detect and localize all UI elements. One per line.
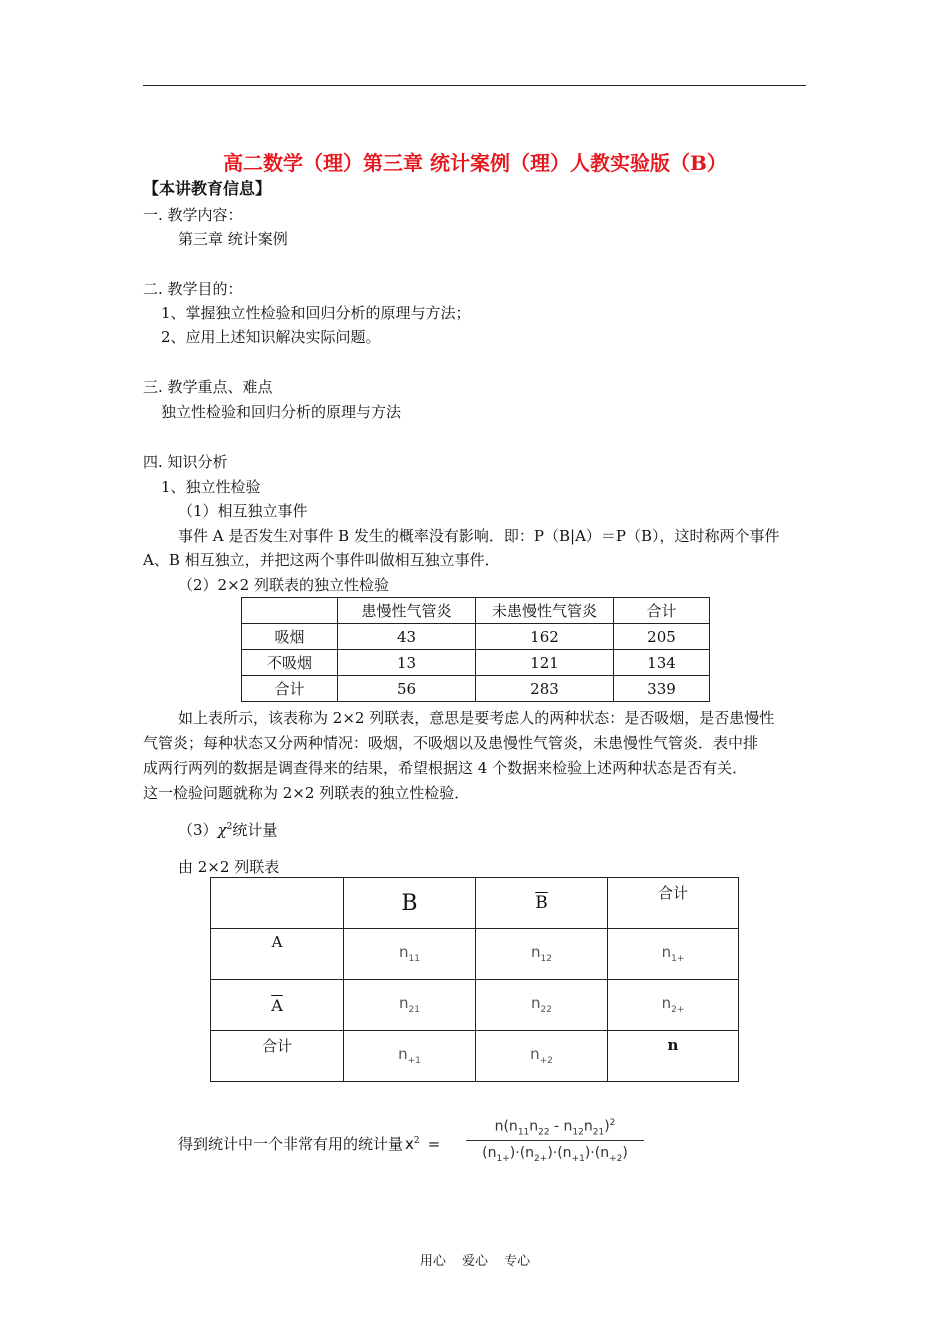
section-header: 【本讲教育信息】: [143, 179, 272, 198]
para-line-3: 成两行两列的数据是调查得来的结果，希望根据这 4 个数据来检验上述两种状态是否有关．: [143, 759, 748, 777]
sec4-heading: 四. 知识分析: [143, 453, 228, 471]
formula-lead: [178, 1133, 440, 1154]
table-header-cell: 合计: [614, 598, 710, 624]
table-cell: 205: [614, 624, 710, 650]
table-cell: 56: [338, 676, 476, 702]
table-row: [242, 598, 710, 624]
row-header-abar: $\overline{A}$: [211, 980, 344, 1031]
cell-n11: $n_{11}$: [344, 929, 476, 980]
cell-nplus1: $n_{+1}$: [344, 1031, 476, 1082]
p3-text: 统计量: [232, 821, 278, 839]
table-cell: 162: [476, 624, 614, 650]
table-row: [242, 650, 710, 676]
p3-heading: [178, 819, 277, 840]
sec3-content: 独立性检验和回归分析的原理与方法: [161, 403, 402, 421]
formula-numerator: $n(n_{11}n_{22} - n_{12}n_{21})^2$: [466, 1118, 644, 1141]
row-header-total: 合计: [211, 1031, 344, 1082]
table-cell: 134: [614, 650, 710, 676]
p1-line-1: 事件 A 是否发生对事件 B 发生的概率没有影响．即：P（B|A）＝P（B），这时称两个事件: [178, 527, 780, 545]
page-footer: 用心 爱心 专心: [419, 1254, 531, 1269]
table-row: [211, 980, 739, 1031]
sec1-content: 第三章 统计案例: [178, 230, 288, 248]
sec2-item-2: 2、应用上述知识解决实际问题。: [161, 328, 381, 346]
formula-denominator: $(n_{1+})\cdot(n_{2+})\cdot(n_{+1})\cdot(n_{+2})$: [482, 1145, 628, 1165]
table-row-label: 不吸烟: [242, 650, 338, 676]
table-row: [242, 624, 710, 650]
sec4-sub1: 1、独立性检验: [161, 478, 261, 496]
cell-n-total: n: [608, 1031, 739, 1082]
table-row: [211, 1031, 739, 1082]
contingency-table-smoking: [241, 597, 710, 702]
table-cell: 43: [338, 624, 476, 650]
sec1-heading: 一. 教学内容：: [143, 206, 243, 224]
formula-symbol: x: [405, 1135, 414, 1153]
para-line-2: 气管炎；每种状态又分两种情况：吸烟，不吸烟以及患慢性气管炎，未患慢性气管炎．表中排: [143, 734, 759, 752]
contingency-table-general: [210, 877, 739, 1082]
sec3-heading: 三. 教学重点、难点: [143, 378, 273, 396]
table-cell: 13: [338, 650, 476, 676]
table-corner-cell: [211, 878, 344, 929]
page-title: 高二数学（理）第三章 统计案例（理）人教实验版（B）: [223, 151, 727, 175]
table-row: [242, 676, 710, 702]
table-cell: 121: [476, 650, 614, 676]
p1-heading: （1）相互独立事件: [178, 502, 308, 520]
table-header-cell: 未患慢性气管炎: [476, 598, 614, 624]
formula-eq: =: [427, 1135, 441, 1153]
para-line-4: 这一检验问题就称为 2×2 列联表的独立性检验．: [143, 784, 470, 802]
table-cell: 339: [614, 676, 710, 702]
col-header-bbar: $\overline{B}$: [476, 878, 608, 929]
table-header-cell: 患慢性气管炎: [338, 598, 476, 624]
table-cell: 283: [476, 676, 614, 702]
chi-sup: 2: [226, 822, 233, 832]
p1-line-2: A、B 相互独立，并把这两个事件叫做相互独立事件．: [143, 551, 500, 569]
cell-n12: $n_{12}$: [476, 929, 608, 980]
header-rule: [143, 85, 806, 86]
sec2-item-1: 1、掌握独立性检验和回归分析的原理与方法；: [161, 304, 471, 322]
table-cell: [242, 598, 338, 624]
cell-n2plus: $n_{2+}$: [608, 980, 739, 1031]
table-row-label: 合计: [242, 676, 338, 702]
col-header-b: B: [344, 878, 476, 929]
row-header-a: A: [211, 929, 344, 980]
sec2-heading: 二. 教学目的：: [143, 280, 243, 298]
p3-prefix: （3）: [178, 821, 218, 839]
chi-square-formula: [466, 1118, 644, 1164]
from-table-label: 由 2×2 列联表: [178, 858, 280, 876]
table-row-label: 吸烟: [242, 624, 338, 650]
table-row: [211, 878, 739, 929]
chi-symbol: χ: [217, 821, 227, 839]
para-line-1: 如上表所示，该表称为 2×2 列联表，意思是要考虑人的两种状态：是否吸烟，是否患慢性: [178, 709, 775, 727]
formula-lead-text: 得到统计中一个非常有用的统计量: [178, 1135, 404, 1153]
cell-n22: $n_{22}$: [476, 980, 608, 1031]
cell-n21: $n_{21}$: [344, 980, 476, 1031]
formula-sup: 2: [413, 1136, 420, 1146]
col-header-total: 合计: [608, 878, 739, 929]
p2-heading: （2）2×2 列联表的独立性检验: [178, 576, 389, 594]
cell-nplus2: $n_{+2}$: [476, 1031, 608, 1082]
cell-n1plus: $n_{1+}$: [608, 929, 739, 980]
table-row: [211, 929, 739, 980]
